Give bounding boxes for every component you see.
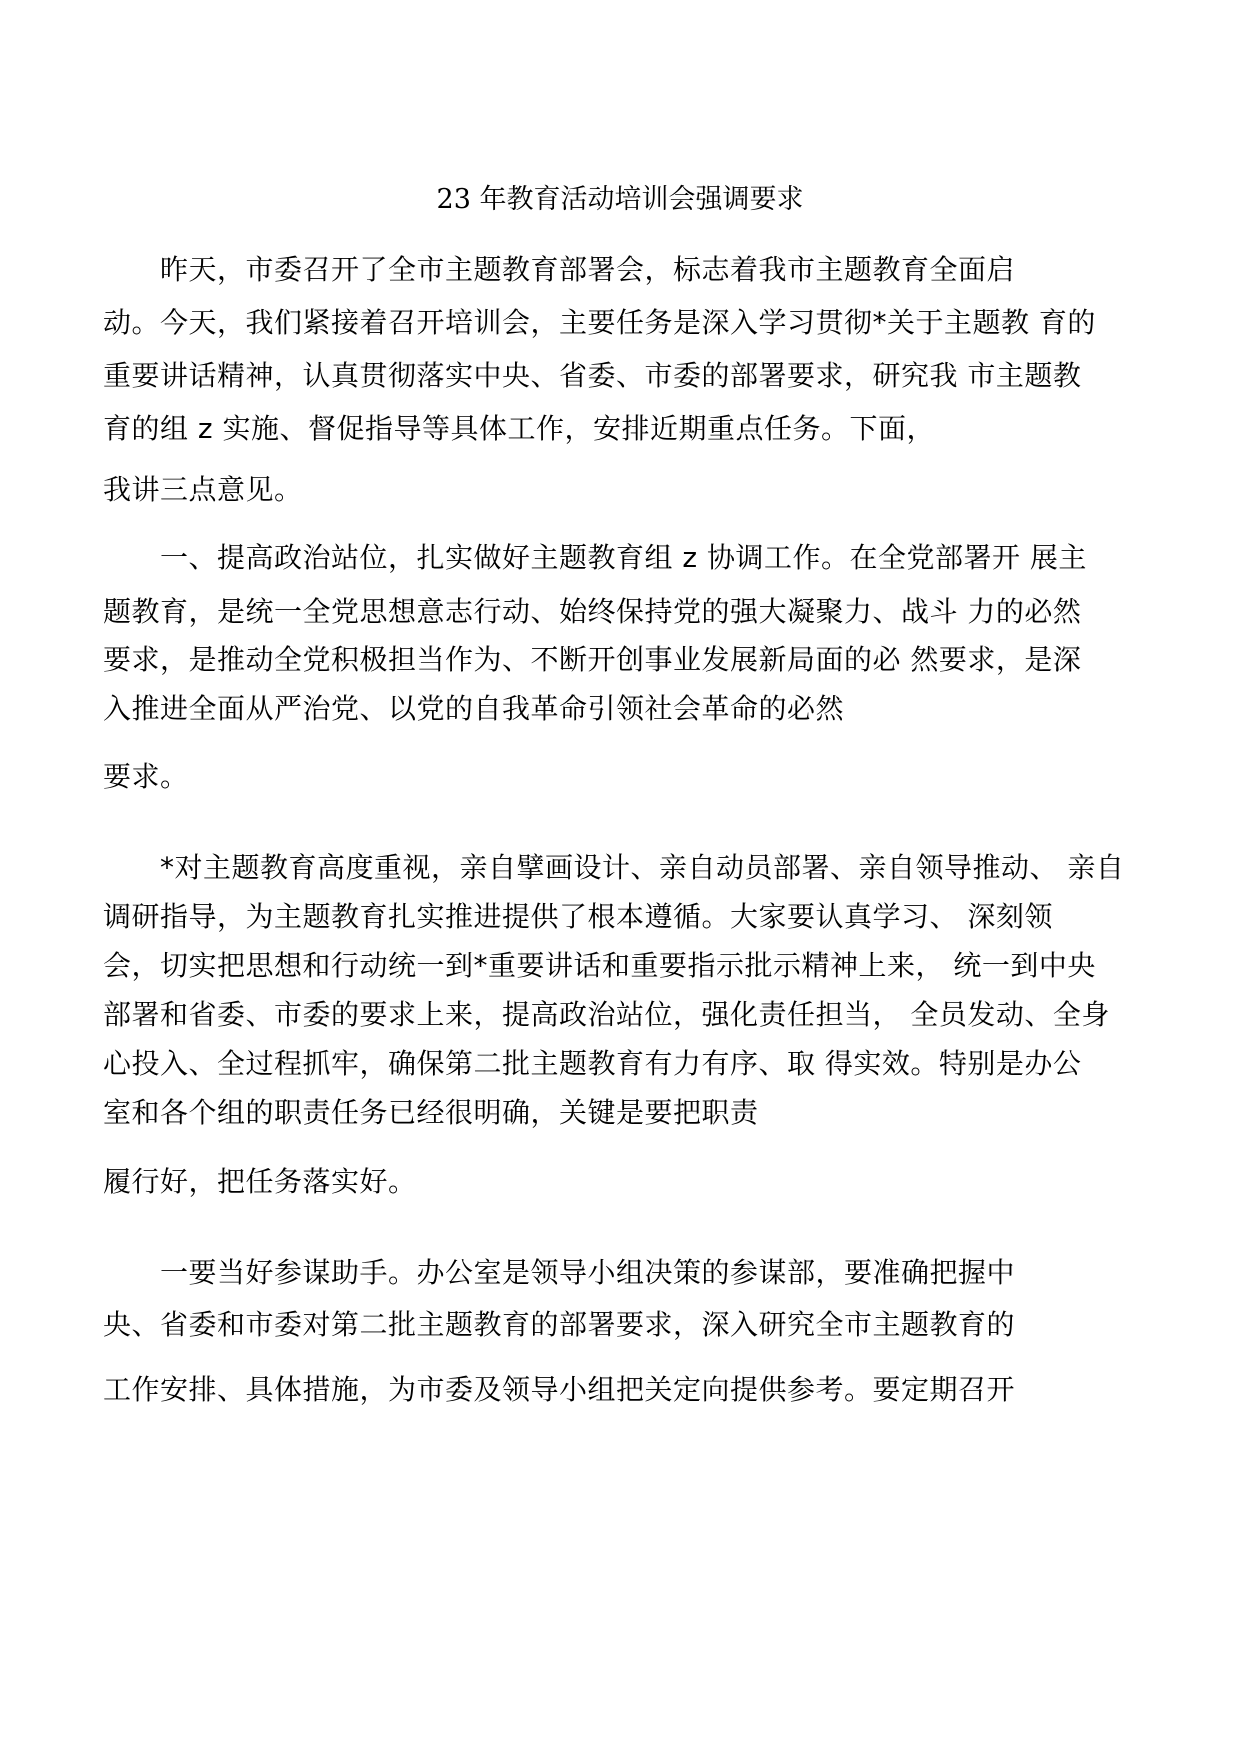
paragraph-line: *对主题教育高度重视，亲自擘画设计、亲自动员部署、亲自领导推动、 亲自 <box>160 851 1125 884</box>
paragraph-line: 入推进全面从严治党、以党的自我革命引领社会革命的必然 <box>103 692 845 725</box>
paragraph-line: 要求，是推动全党积极担当作为、不断开创事业发展新局面的必 然要求，是深 <box>103 643 1082 676</box>
paragraph-line: 育的组 z 实施、督促指导等具体工作，安排近期重点任务。下面， <box>103 412 936 445</box>
paragraph-line: 题教育，是统一全党思想意志行动、始终保持党的强大凝聚力、战斗 力的必然 <box>103 595 1082 628</box>
paragraph-line: 调研指导，为主题教育扎实推进提供了根本遵循。大家要认真学习、 深刻领 <box>103 900 1053 933</box>
paragraph-line: 一要当好参谋助手。办公室是领导小组决策的参谋部，要准确把握中 <box>160 1256 1016 1289</box>
paragraph-line: 部署和省委、市委的要求上来，提高政治站位，强化责任担当， 全员发动、全身 <box>103 998 1110 1031</box>
paragraph-line: 履行好，把任务落实好。 <box>103 1165 417 1198</box>
paragraph-line: 重要讲话精神，认真贯彻落实中央、省委、市委的部署要求，研究我 市主题教 <box>103 359 1082 392</box>
paragraph-line: 要求。 <box>103 760 189 793</box>
paragraph-line: 会，切实把思想和行动统一到*重要讲话和重要指示批示精神上来， 统一到中央 <box>103 949 1096 982</box>
paragraph-line: 动。今天，我们紧接着召开培训会，主要任务是深入学习贯彻*关于主题教 育的 <box>103 306 1096 339</box>
document-title: 23 年教育活动培训会强调要求 <box>436 184 804 215</box>
paragraph-line: 央、省委和市委对第二批主题教育的部署要求，深入研究全市主题教育的 <box>103 1308 1016 1341</box>
paragraph-line: 工作安排、具体措施，为市委及领导小组把关定向提供参考。要定期召开 <box>103 1373 1016 1406</box>
paragraph-line: 我讲三点意见。 <box>103 473 303 506</box>
paragraph-line: 心投入、全过程抓牢，确保第二批主题教育有力有序、取 得实效。特别是办公 <box>103 1047 1082 1080</box>
paragraph-line: 一、提高政治站位，扎实做好主题教育组 z 协调工作。在全党部署开 展主 <box>160 541 1087 574</box>
paragraph-line: 室和各个组的职责任务已经很明确，关键是要把职责 <box>103 1096 759 1129</box>
paragraph-line: 昨天，市委召开了全市主题教育部署会，标志着我市主题教育全面启 <box>160 253 1016 286</box>
